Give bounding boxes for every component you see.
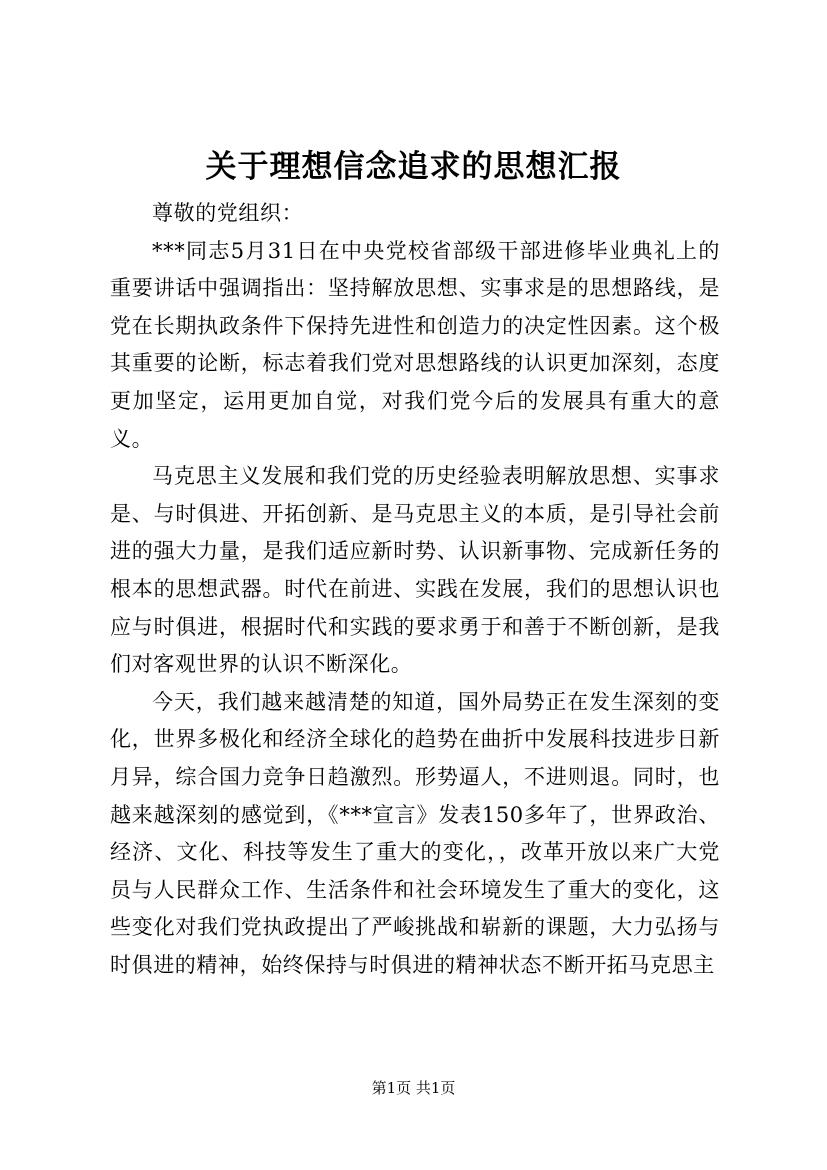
paragraph-3: 今天，我们越来越清楚的知道，国外局势正在发生深刻的变化，世界多极化和经济全球化的趋势在曲折中发展科技进步日新月异，综合国力竞争日趋激烈。形势逼人，不进则退。同时，也越来越深刻的感觉到，《***宣言》发表150多年了，世界政治、经济、文化、科技等发生了重大的变化，，改革开放以来广大党员与人民群众工作、生活条件和社会环境发生了重大的变化，这些变化对我们党执政提出了严峻挑战和崭新的课题，大力弘扬与时俱进的精神，始终保持与时俱进的精神状态不断开拓马克思主 <box>110 689 720 977</box>
paragraph-1: ***同志5月31日在中央党校省部级干部进修毕业典礼上的重要讲话中强调指出：坚持解放思想、实事求是的思想路线，是党在长期执政条件下保持先进性和创造力的决定性因素。这个极其重要的论断，标志着我们党对思想路线的认识更加深刻，态度更加坚定，运用更加自觉，对我们党今后的发展具有重大的意义。 <box>110 238 720 451</box>
document-body <box>110 195 720 984</box>
document-title: 关于理想信念追求的思想汇报 <box>205 149 622 185</box>
salutation: 尊敬的党组织： <box>152 201 304 225</box>
paragraph-2: 马克思主义发展和我们党的历史经验表明解放思想、实事求是、与时俱进、开拓创新、是马克思主义的本质，是引导社会前进的强大力量，是我们适应新时势、认识新事物、完成新任务的根本的思想武器。时代在前进、实践在发展，我们的思想认识也应与时俱进，根据时代和实践的要求勇于和善于不断创新，是我们对客观世界的认识不断深化。 <box>110 464 720 677</box>
page-footer: 第1页 共1页 <box>371 1079 456 1097</box>
